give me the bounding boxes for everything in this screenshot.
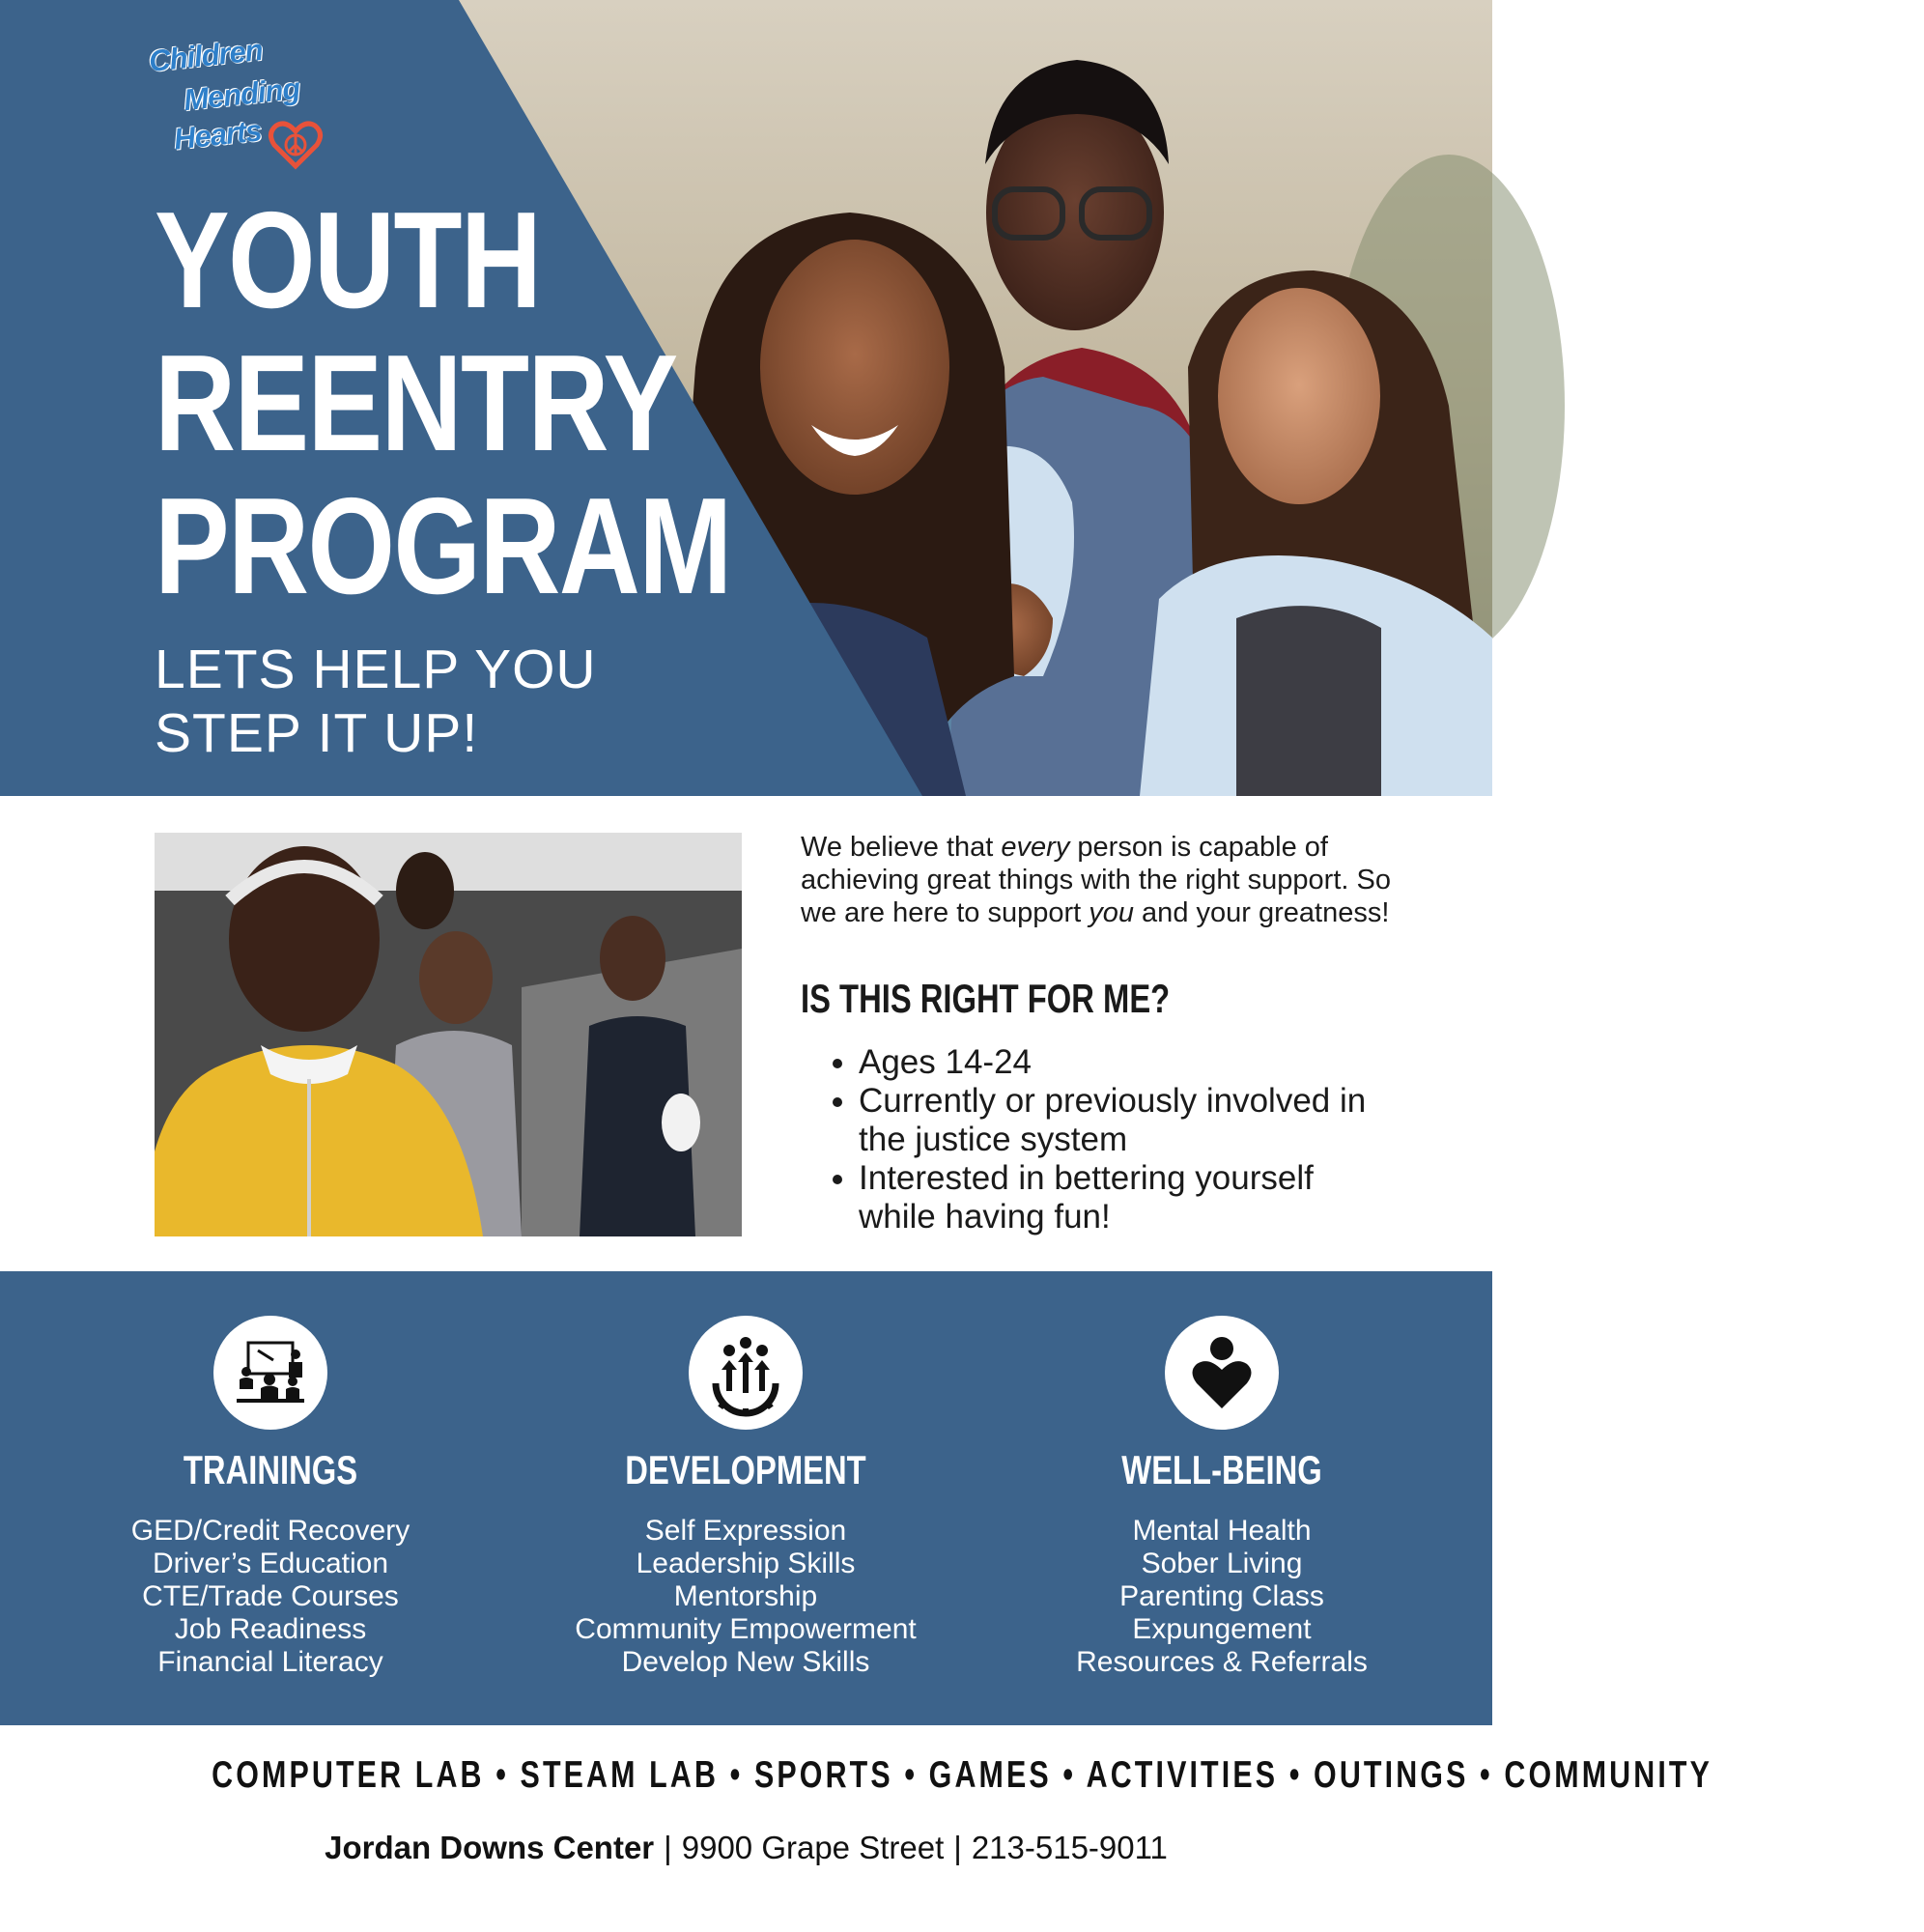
- center-phone: 213-515-9011: [971, 1830, 1168, 1865]
- service-column-wellbeing: [980, 1271, 1463, 1725]
- center-address: 9900 Grape Street: [681, 1830, 945, 1865]
- group-photo-illustration: [155, 833, 742, 1236]
- wellbeing-heading: WELL-BEING: [1121, 1447, 1322, 1492]
- eligibility-heading: IS THIS RIGHT FOR ME?: [801, 976, 1171, 1021]
- list-item: Expungement: [1132, 1613, 1312, 1645]
- intro-paragraph: [801, 831, 1400, 929]
- list-item: Sober Living: [1141, 1548, 1303, 1579]
- person-heart-icon: [1165, 1316, 1279, 1430]
- intro-emphasis-you: you: [1089, 897, 1134, 928]
- amenities-line: [0, 1754, 1713, 1797]
- intro-text-1: We believe that: [801, 832, 1002, 863]
- list-item: Financial Literacy: [157, 1646, 383, 1678]
- title-line-3: PROGRAM: [155, 469, 731, 623]
- list-item: Develop New Skills: [621, 1646, 870, 1678]
- eligibility-item-age: • Ages 14-24: [859, 1043, 1400, 1082]
- intro-text-3: and your greatness!: [1134, 897, 1390, 928]
- list-item: GED/Credit Recovery: [130, 1515, 410, 1547]
- contact-line: [0, 1830, 1492, 1866]
- team-growth-gear-icon: [689, 1316, 803, 1430]
- list-item: Mentorship: [673, 1580, 818, 1612]
- title-line-2: REENTRY: [155, 327, 677, 480]
- eligibility-list: [824, 1043, 1400, 1236]
- list-item: Job Readiness: [174, 1613, 367, 1645]
- eligibility-item-justice: • Currently or previously involved in the justice system: [859, 1082, 1400, 1159]
- logo-text-mending: Mending: [182, 71, 301, 118]
- services-band: [0, 1271, 1492, 1725]
- classroom-training-icon: [213, 1316, 327, 1430]
- list-item: Leadership Skills: [636, 1548, 856, 1579]
- list-item: Community Empowerment: [575, 1613, 917, 1645]
- list-item: Self Expression: [644, 1515, 847, 1547]
- list-item: Mental Health: [1132, 1515, 1312, 1547]
- logo-text-children: Children: [147, 32, 265, 79]
- program-tagline: [155, 638, 597, 765]
- development-list: [504, 1515, 987, 1679]
- logo-children-mending-hearts: [145, 32, 338, 170]
- intro-text-2: person is capable of achieving great things with the right support. So we are here to support: [801, 832, 1391, 928]
- tagline-line-2: STEP IT UP!: [155, 702, 479, 764]
- title-line-1: YOUTH: [155, 184, 541, 337]
- eligibility-item-interest: • Interested in bettering yourself while having fun!: [859, 1159, 1400, 1236]
- separator: |: [664, 1830, 672, 1865]
- list-item: CTE/Trade Courses: [142, 1580, 399, 1612]
- hero-banner: [0, 0, 1492, 796]
- program-title: [155, 184, 731, 623]
- list-item: Resources & Referrals: [1076, 1646, 1368, 1678]
- logo-text-hearts: Hearts: [172, 113, 264, 156]
- trainings-heading: TRAININGS: [183, 1447, 358, 1492]
- trainings-list: [29, 1515, 512, 1679]
- center-name: Jordan Downs Center: [325, 1830, 655, 1865]
- list-item: Parenting Class: [1119, 1580, 1324, 1612]
- service-column-development: [504, 1271, 987, 1725]
- list-item: Driver’s Education: [153, 1548, 388, 1579]
- intro-emphasis-every: every: [1001, 832, 1070, 863]
- group-photo-youth: [155, 833, 742, 1236]
- development-heading: DEVELOPMENT: [625, 1447, 866, 1492]
- tagline-line-1: LETS HELP YOU: [155, 639, 597, 700]
- separator: |: [953, 1830, 962, 1865]
- amenities-text: COMPUTER LAB • STEAM LAB • SPORTS • GAMES • ACTIVITIES • OUTINGS • COMMUNITY: [212, 1754, 1713, 1796]
- peace-heart-icon: [269, 120, 323, 170]
- wellbeing-list: [980, 1515, 1463, 1679]
- service-column-trainings: [29, 1271, 512, 1725]
